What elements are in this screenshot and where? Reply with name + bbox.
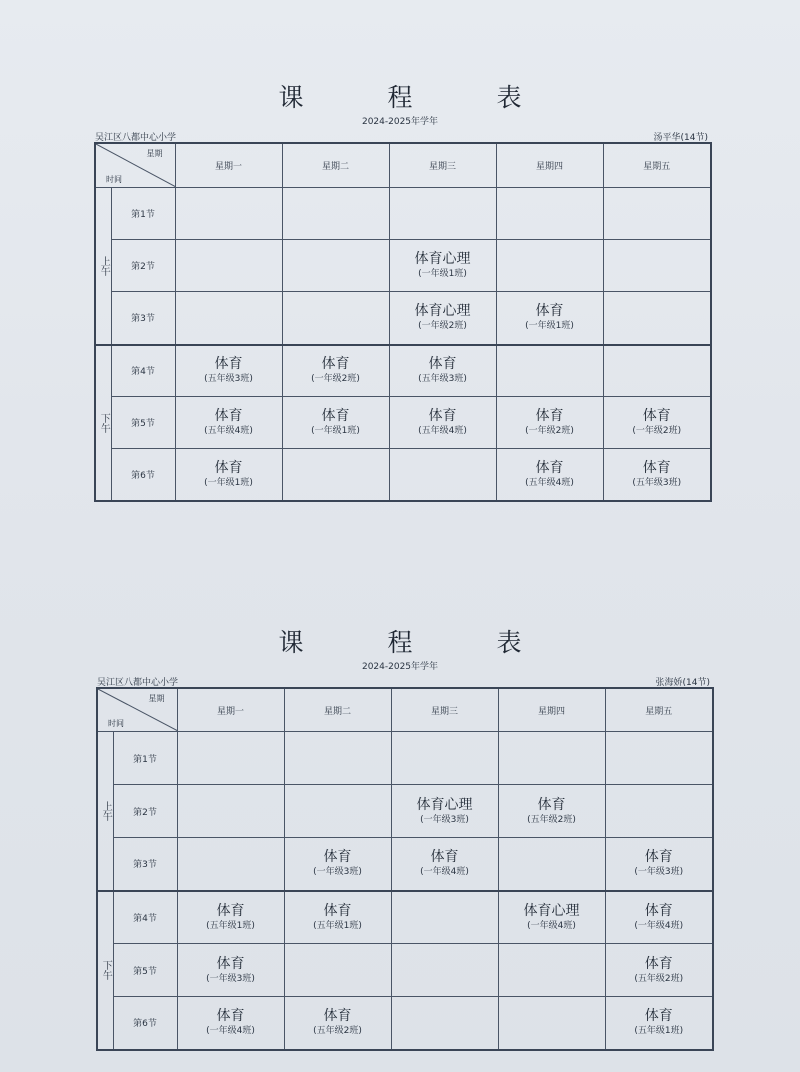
period-row [97,838,713,891]
am-label: 上午 [97,732,113,891]
class: (五年级2班) [313,1026,362,1037]
lesson-cell [284,785,391,838]
lesson-cell [389,292,496,345]
class: (五年级4班) [204,426,253,436]
lesson-cell [605,838,713,891]
class: (五年级1班) [313,920,362,931]
lesson-cell [498,838,605,891]
class: (一年级2班) [525,426,574,436]
period-row [97,997,713,1050]
subject: 体育 [644,955,673,972]
lesson-cell [177,997,284,1050]
corner-cell [97,688,177,732]
class: (一年级3班) [313,867,362,878]
period-label: 第2节 [113,785,177,838]
period-label: 第3节 [111,292,175,345]
lesson-cell [175,292,282,345]
timetable [94,142,712,502]
lesson-cell [284,838,391,891]
lesson-cell [603,345,711,397]
period-row [95,397,711,449]
period-row [97,732,713,785]
subject: 体育心理 [416,796,473,813]
subject: 体育 [216,902,245,919]
subject: 体育 [535,303,564,320]
sheet-title: 课 程 表 [278,628,560,657]
class: (一年级2班) [311,374,360,385]
class: (五年级3班) [204,374,253,385]
class: (一年级4班) [634,920,684,931]
pm-label: 下午 [95,345,111,501]
day-axis-label: 星期 [146,149,163,158]
class: (一年级1班) [525,321,574,332]
pm-label: 下午 [97,891,113,1050]
subject: 体育 [323,902,352,919]
class: (一年级1班) [311,426,360,436]
lesson-cell [175,240,282,292]
lesson-cell [284,732,391,785]
lesson-cell [177,838,284,891]
lesson-cell [282,449,389,501]
sheet-title: 课 程 表 [278,83,560,112]
period-label: 第6节 [111,449,175,501]
subject: 体育 [214,356,243,373]
lesson-cell [389,240,496,292]
class: (五年级4班) [418,426,467,436]
day-header: 星期五 [605,688,713,732]
lesson-cell [496,292,603,345]
lesson-cell [498,997,605,1050]
day-header: 星期四 [498,688,605,732]
class: (一年级1班) [418,269,467,279]
academic-year: 2024-2025年学年 [361,662,439,672]
timetable [96,687,714,1051]
period-label: 第4节 [113,891,177,944]
lesson-cell [498,944,605,997]
lesson-cell [605,997,713,1050]
subject: 体育 [321,408,350,424]
period-label: 第5节 [113,944,177,997]
lesson-cell [391,944,498,997]
lesson-cell [175,188,282,240]
class: (一年级4班) [206,1026,255,1037]
lesson-cell [389,449,496,501]
subject: 体育 [216,955,245,972]
class: (一年级3班) [634,867,684,878]
day-header: 星期四 [496,143,603,188]
subject: 体育心理 [414,303,471,320]
teacher-name: 汤平华(14节) [653,133,708,143]
lesson-cell [391,838,498,891]
lesson-cell [605,732,713,785]
time-axis-label: 时间 [108,719,124,728]
lesson-cell [391,732,498,785]
lesson-cell [391,997,498,1050]
period-label: 第5节 [111,397,175,449]
lesson-cell [175,345,282,397]
subject: 体育 [644,849,673,866]
period-label: 第6节 [113,997,177,1050]
class: (五年级3班) [632,477,682,488]
period-label: 第2节 [111,240,175,292]
lesson-cell [284,891,391,944]
period-row [95,188,711,240]
lesson-cell [282,188,389,240]
class: (一年级4班) [420,867,469,878]
lesson-cell [389,188,496,240]
subject: 体育 [642,408,671,424]
lesson-cell [496,449,603,501]
lesson-cell [496,397,603,449]
subject: 体育 [644,1008,673,1025]
lesson-cell [391,785,498,838]
subject: 体育 [216,1008,245,1025]
subject: 体育心理 [523,902,580,919]
header-row [95,143,711,188]
lesson-cell [498,891,605,944]
class: (五年级4班) [525,477,574,488]
period-row [97,891,713,944]
lesson-cell [177,891,284,944]
subject: 体育 [535,459,564,476]
academic-year: 2024-2025年学年 [361,117,439,127]
day-header: 星期三 [391,688,498,732]
lesson-cell [605,891,713,944]
subject: 体育 [537,796,566,813]
class: (一年级1班) [204,477,253,488]
day-header: 星期三 [389,143,496,188]
lesson-cell [175,449,282,501]
lesson-cell [603,188,711,240]
header-row [97,688,713,732]
lesson-cell [175,397,282,449]
period-label: 第1节 [113,732,177,785]
lesson-cell [389,397,496,449]
day-header: 星期一 [177,688,284,732]
subject: 体育 [428,408,457,424]
lesson-cell [496,188,603,240]
period-row [97,785,713,838]
period-row [95,292,711,345]
lesson-cell [391,891,498,944]
am-label: 上午 [95,188,111,345]
lesson-cell [177,732,284,785]
lesson-cell [284,997,391,1050]
period-row [97,944,713,997]
lesson-cell [282,240,389,292]
subject: 体育 [430,849,459,866]
lesson-cell [498,732,605,785]
lesson-cell [603,240,711,292]
class: (一年级3班) [206,973,255,984]
lesson-cell [282,292,389,345]
lesson-cell [284,944,391,997]
lesson-cell [498,785,605,838]
lesson-cell [282,397,389,449]
subject: 体育 [214,408,243,424]
period-label: 第1节 [111,188,175,240]
period-row [95,240,711,292]
lesson-cell [603,292,711,345]
class: (一年级2班) [632,426,682,436]
corner-cell [95,143,175,188]
lesson-cell [282,345,389,397]
lesson-cell [177,944,284,997]
class: (一年级4班) [527,920,576,931]
class: (五年级1班) [634,1026,684,1037]
lesson-cell [603,397,711,449]
lesson-cell [605,944,713,997]
class: (一年级3班) [420,814,469,825]
day-header: 星期五 [603,143,711,188]
subject: 体育 [323,849,352,866]
class: (一年级2班) [418,321,467,332]
lesson-cell [605,785,713,838]
subject: 体育心理 [414,251,471,267]
class: (五年级3班) [418,374,467,385]
lesson-cell [177,785,284,838]
subject: 体育 [428,356,457,373]
period-label: 第3节 [113,838,177,891]
lesson-cell [389,345,496,397]
lesson-cell [496,345,603,397]
subject: 体育 [642,459,671,476]
day-axis-label: 星期 [148,694,165,703]
day-header: 星期二 [284,688,391,732]
subject: 体育 [644,902,673,919]
teacher-name: 张海娇(14节) [655,678,710,688]
class: (五年级2班) [527,814,576,825]
lesson-cell [496,240,603,292]
period-label: 第4节 [111,345,175,397]
class: (五年级2班) [634,973,684,984]
subject: 体育 [321,356,350,373]
lesson-cell [603,449,711,501]
period-row [95,345,711,397]
day-header: 星期二 [282,143,389,188]
period-row [95,449,711,501]
day-header: 星期一 [175,143,282,188]
time-axis-label: 时间 [106,175,122,184]
class: (五年级1班) [206,920,255,931]
school-name: 吴江区八都中心小学 [95,133,177,143]
school-name: 吴江区八都中心小学 [97,678,179,688]
subject: 体育 [535,408,564,424]
subject: 体育 [323,1008,352,1025]
subject: 体育 [214,459,243,476]
